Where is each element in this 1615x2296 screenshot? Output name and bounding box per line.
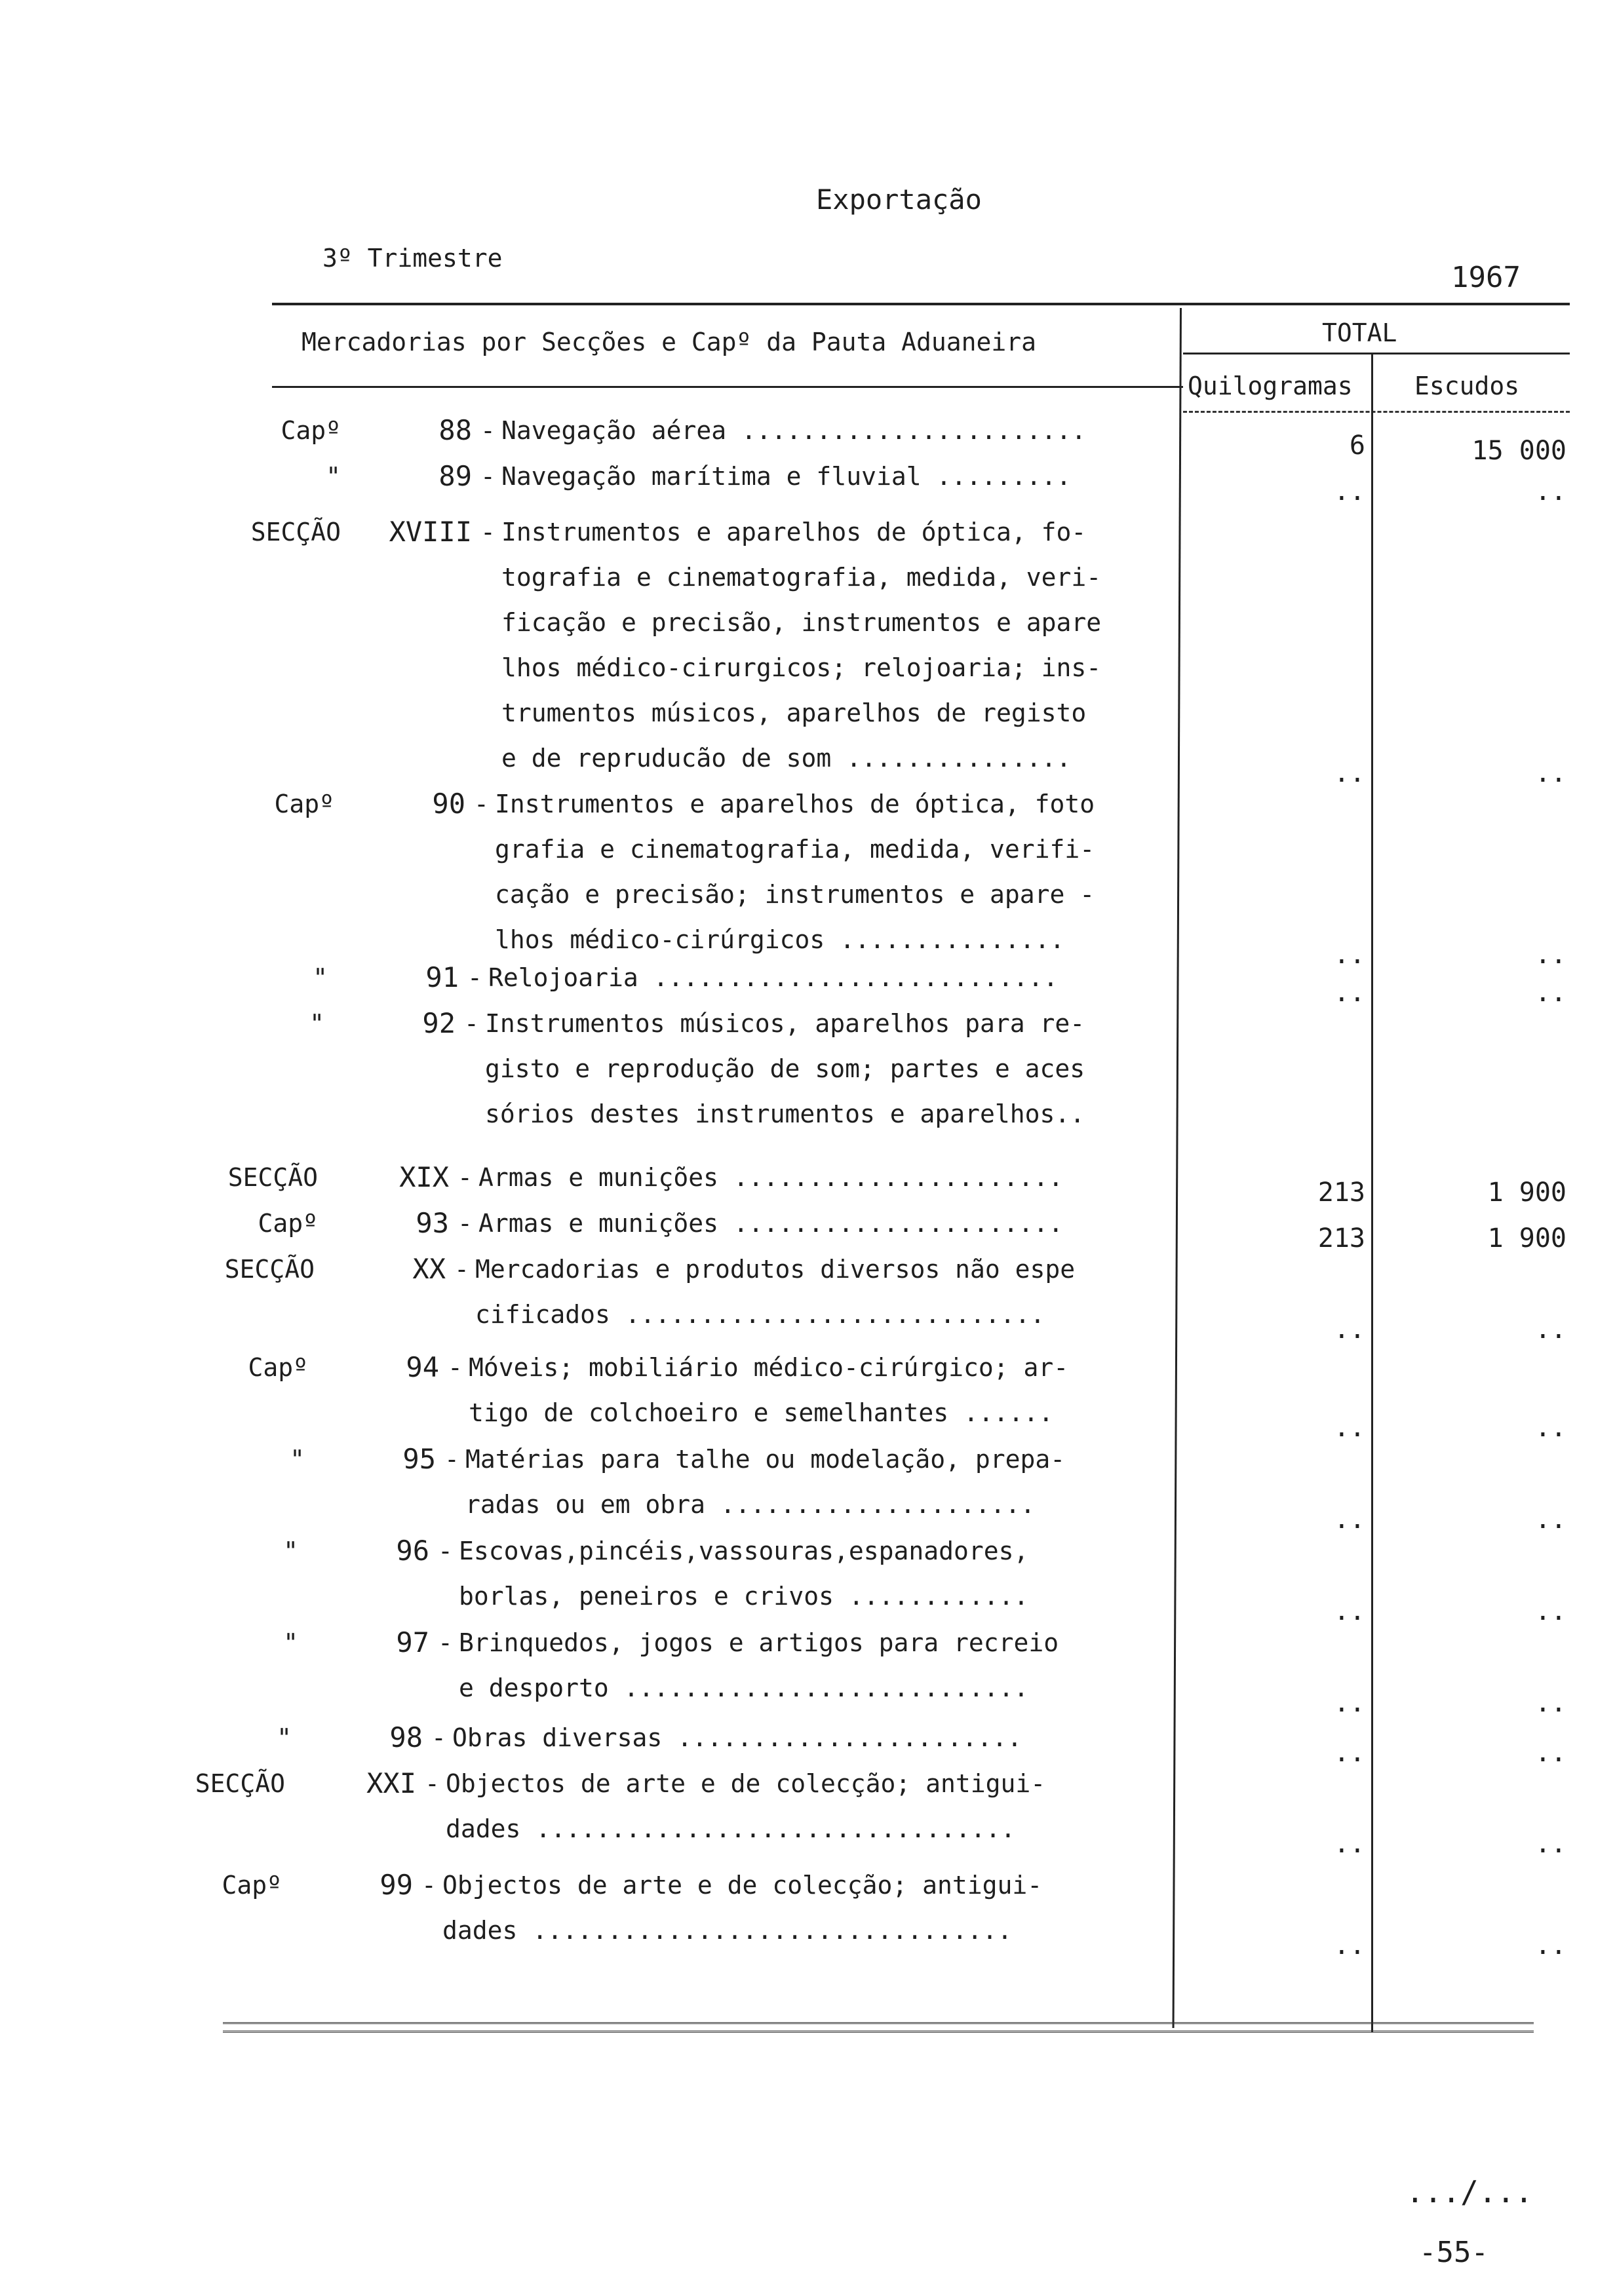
row-description — [442, 1863, 1098, 1953]
description-line: Instrumentos e aparelhos de óptica, fo- — [501, 518, 1087, 546]
row-dash: - — [454, 1255, 469, 1284]
row-description — [478, 1155, 1134, 1200]
description-line: Escovas,pincéis,vassouras,espanadores, — [459, 1537, 1029, 1565]
row-number: 90 — [432, 788, 465, 820]
column-rule-left — [1173, 308, 1182, 2028]
description-line: e de repruducão de som ............... — [501, 744, 1072, 773]
row-escudos-value: .. — [1534, 1314, 1566, 1345]
description-line: borlas, peneiros e crivos ............ — [459, 1582, 1029, 1611]
description-line: radas ou em obra ..................... — [465, 1490, 1036, 1519]
row-description — [485, 1001, 1140, 1137]
row-escudos-value: .. — [1534, 1413, 1566, 1443]
row-number: 94 — [406, 1351, 439, 1383]
row-dash: - — [438, 1628, 453, 1657]
row-description — [459, 1529, 1114, 1619]
row-escudos-value: .. — [1534, 758, 1566, 788]
row-kg-value: 213 — [1317, 1223, 1365, 1253]
bottom-double-rule — [223, 2022, 1534, 2033]
row-kg-value: .. — [1333, 1504, 1365, 1535]
row-dash: - — [438, 1537, 453, 1565]
description-line: Mercadorias e produtos diversos não espe — [475, 1255, 1076, 1284]
row-number: 95 — [402, 1443, 436, 1475]
description-line: ficação e precisão, instrumentos e apare — [501, 608, 1102, 637]
description-line: cação e precisão; instrumentos e apare - — [495, 880, 1095, 909]
row-escudos-value: 1 900 — [1487, 1177, 1566, 1208]
row-dash: - — [457, 1209, 473, 1238]
row-escudos-value: .. — [1534, 978, 1566, 1008]
row-section: " — [277, 1723, 292, 1752]
row-number: XX — [412, 1253, 446, 1285]
column-rule-middle — [1371, 354, 1373, 2032]
row-dash: - — [474, 790, 489, 818]
column-header-kg: Quilogramas — [1188, 372, 1353, 400]
row-number: 93 — [416, 1207, 449, 1239]
description-line: Móveis; mobiliário médico-cirúrgico; ar- — [469, 1353, 1069, 1382]
description-line: Navegação aérea ....................... — [501, 416, 1087, 445]
row-escudos-value: .. — [1534, 1829, 1566, 1859]
description-line: Objectos de arte e de colecção; antigui- — [442, 1871, 1043, 1900]
row-section: SECÇÃO — [195, 1769, 285, 1798]
row-section: " — [309, 1009, 324, 1038]
header-rule — [272, 386, 1183, 388]
row-kg-value: .. — [1333, 1688, 1365, 1718]
row-number: XIX — [399, 1161, 449, 1193]
row-description — [501, 454, 1157, 499]
continuation-mark: .../... — [1406, 2174, 1533, 2210]
row-section: Capº — [274, 790, 334, 818]
row-section: " — [313, 963, 328, 992]
top-rule — [272, 303, 1570, 305]
row-dash: - — [457, 1163, 473, 1192]
row-kg-value: .. — [1333, 1738, 1365, 1768]
row-section: Capº — [281, 416, 341, 445]
description-line: grafia e cinematografia, medida, verifi- — [495, 835, 1095, 864]
row-number: 91 — [425, 961, 459, 993]
row-number: XVIII — [389, 516, 472, 548]
description-line: sórios destes instrumentos e aparelhos.. — [485, 1100, 1085, 1128]
description-line: Instrumentos e aparelhos de óptica, foto — [495, 790, 1095, 818]
row-description — [446, 1761, 1101, 1852]
row-kg-value: .. — [1333, 1314, 1365, 1345]
description-line: dades ................................ — [446, 1814, 1016, 1843]
description-line: gisto e reprodução de som; partes e aces — [485, 1054, 1085, 1083]
row-number: XXI — [366, 1767, 416, 1799]
row-dash: - — [431, 1723, 446, 1752]
row-description — [475, 1247, 1131, 1337]
row-description — [488, 955, 1144, 1001]
description-line: Brinquedos, jogos e artigos para recreio — [459, 1628, 1059, 1657]
description-line: Instrumentos músicos, aparelhos para re- — [485, 1009, 1085, 1038]
row-description — [495, 782, 1150, 963]
column-header-total: TOTAL — [1322, 318, 1397, 347]
row-description — [501, 408, 1157, 453]
row-kg-value: .. — [1333, 1413, 1365, 1443]
row-number: 92 — [422, 1007, 456, 1039]
row-kg-value: 6 — [1349, 430, 1365, 461]
row-number: 98 — [389, 1721, 423, 1753]
row-escudos-value: .. — [1534, 940, 1566, 970]
total-underline — [1183, 353, 1570, 354]
row-escudos-value: .. — [1534, 1504, 1566, 1535]
row-kg-value: 213 — [1317, 1177, 1365, 1208]
description-line: Navegação marítima e fluvial ......... — [501, 462, 1072, 491]
row-number: 99 — [379, 1869, 413, 1901]
description-line: tigo de colchoeiro e semelhantes ...... — [469, 1398, 1054, 1427]
column-header-escudos: Escudos — [1414, 372, 1520, 400]
header-rule-right — [1183, 411, 1570, 413]
row-dash: - — [448, 1353, 463, 1382]
row-kg-value: .. — [1333, 940, 1365, 970]
row-section: Capº — [248, 1353, 308, 1382]
year-label: 1967 — [1451, 261, 1521, 294]
period-label: 3º Trimestre — [322, 244, 503, 273]
row-description — [469, 1345, 1124, 1436]
description-line: tografia e cinematografia, medida, veri- — [501, 563, 1102, 592]
row-number: 88 — [438, 414, 472, 446]
description-line: Objectos de arte e de colecção; antigui- — [446, 1769, 1046, 1798]
row-description — [478, 1201, 1134, 1246]
row-dash: - — [421, 1871, 437, 1900]
row-dash: - — [464, 1009, 479, 1038]
row-description — [465, 1437, 1121, 1527]
description-line: cificados ............................ — [475, 1300, 1045, 1329]
row-escudos-value: .. — [1534, 1738, 1566, 1768]
row-number: 96 — [396, 1535, 429, 1567]
row-dash: - — [480, 462, 496, 491]
description-line: Armas e munições ...................... — [478, 1209, 1064, 1238]
description-line: Obras diversas ....................... — [452, 1723, 1022, 1752]
row-kg-value: .. — [1333, 758, 1365, 788]
row-escudos-value: .. — [1534, 1688, 1566, 1718]
row-kg-value: .. — [1333, 1829, 1365, 1859]
row-escudos-value: .. — [1534, 1596, 1566, 1626]
row-number: 97 — [396, 1626, 429, 1658]
row-number: 89 — [438, 460, 472, 492]
row-section: SECÇÃO — [250, 518, 341, 546]
row-dash: - — [444, 1445, 459, 1474]
row-section: " — [290, 1445, 305, 1474]
row-escudos-value: 15 000 — [1471, 436, 1566, 466]
description-line: Matérias para talhe ou modelação, prepa- — [465, 1445, 1066, 1474]
row-kg-value: .. — [1333, 1930, 1365, 1961]
row-description — [452, 1715, 1108, 1761]
row-dash: - — [480, 416, 496, 445]
row-kg-value: .. — [1333, 476, 1365, 507]
document-title: Exportação — [816, 183, 982, 216]
page-number: -55- — [1419, 2236, 1489, 2269]
row-description — [459, 1620, 1114, 1711]
description-line: Armas e munições ...................... — [478, 1163, 1064, 1192]
row-section: " — [326, 462, 341, 491]
row-escudos-value: 1 900 — [1487, 1223, 1566, 1253]
row-section: Capº — [258, 1209, 318, 1238]
row-dash: - — [425, 1769, 440, 1798]
description-line: lhos médico-cirurgicos; relojoaria; ins- — [501, 653, 1102, 682]
row-dash: - — [467, 963, 482, 992]
description-line: dades ................................ — [442, 1916, 1013, 1945]
row-kg-value: .. — [1333, 978, 1365, 1008]
row-kg-value: .. — [1333, 1596, 1365, 1626]
row-section: SECÇÃO — [224, 1255, 315, 1284]
row-section: " — [283, 1537, 298, 1565]
column-header-description: Mercadorias por Secções e Capº da Pauta Aduaneira — [302, 328, 1037, 356]
row-escudos-value: .. — [1534, 476, 1566, 507]
row-dash: - — [480, 518, 496, 546]
description-line: trumentos músicos, aparelhos de registo — [501, 698, 1087, 727]
description-line: lhos médico-cirúrgicos ............... — [495, 925, 1065, 954]
description-line: Relojoaria ........................... — [488, 963, 1059, 992]
row-escudos-value: .. — [1534, 1930, 1566, 1961]
row-section: Capº — [222, 1871, 282, 1900]
row-section: " — [283, 1628, 298, 1657]
row-description — [501, 510, 1157, 781]
row-section: SECÇÃO — [227, 1163, 318, 1192]
description-line: e desporto ........................... — [459, 1674, 1029, 1702]
